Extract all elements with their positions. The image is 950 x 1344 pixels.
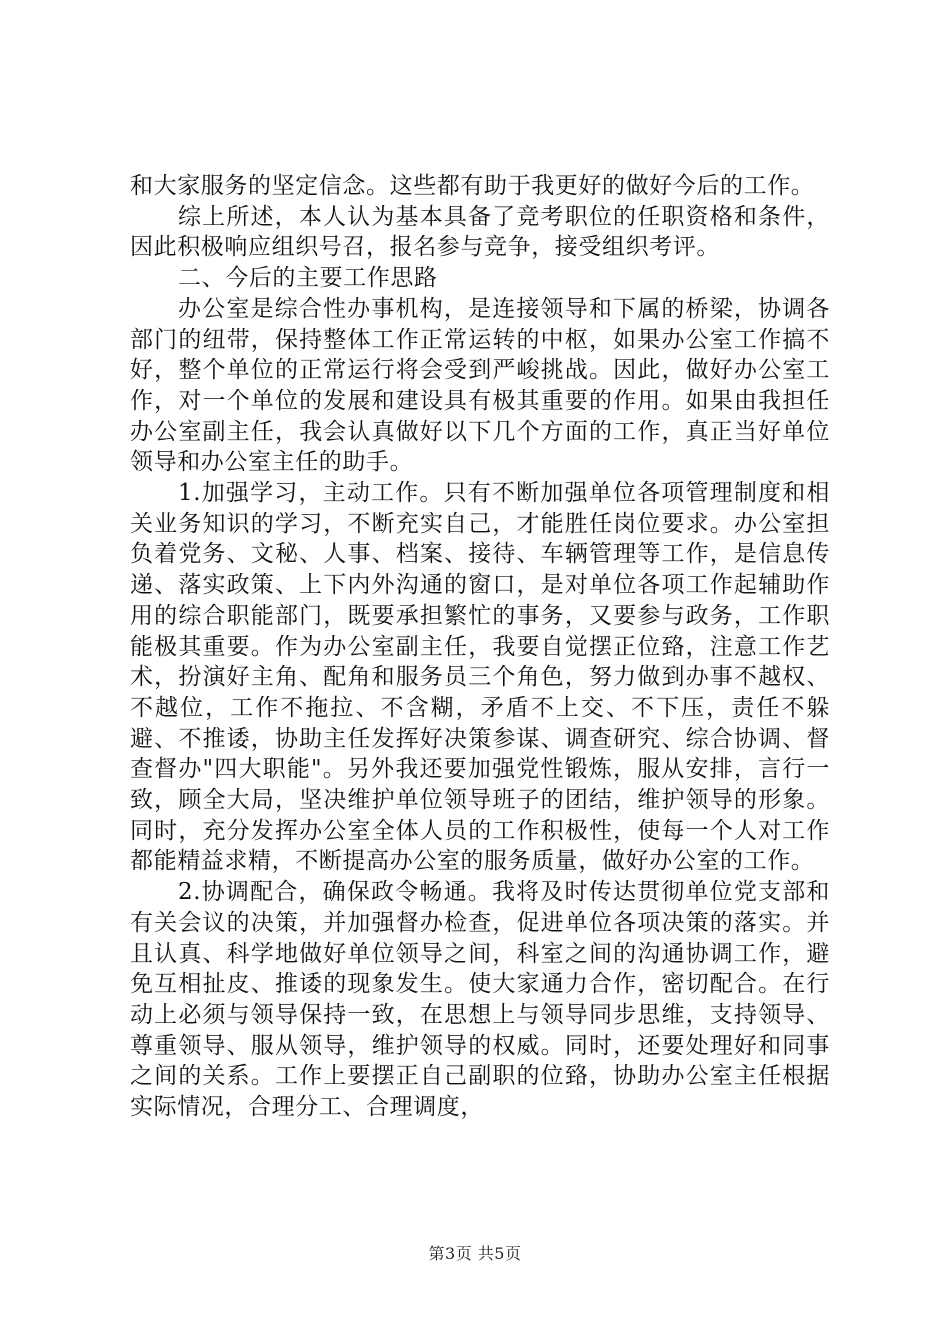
page-number-label: 第3页 共5页: [428, 1244, 522, 1263]
paragraph: 和大家服务的坚定信念。这些都有助于我更好的做好今后的工作。: [130, 173, 815, 199]
paragraph: 综上所述，本人认为基本具备了竞考职位的任职资格和条件，因此积极响应组织号召，报名参与竞争，接受组织考评。: [130, 203, 830, 261]
paragraph: 办公室是综合性办事机构，是连接领导和下属的桥梁，协调各部门的纽带，保持整体工作正常运转的中枢，如果办公室工作搞不好，整个单位的正常运行将会受到严峻挑战。因此，做好办公室工作，对一个单位的发展和建设具有极其重要的作用。如果由我担任办公室副主任，我会认真做好以下几个方面的工作，真正当好单位领导和办公室主任的助手。: [130, 295, 830, 476]
paragraph: 2.协调配合，确保政令畅通。我将及时传达贯彻单位党支部和有关会议的决策，并加强督办检查，促进单位各项决策的落实。并且认真、科学地做好单位领导之间，科室之间的沟通协调工作，避免互相扯皮、推诿的现象发生。使大家通力合作，密切配合。在行动上必须与领导保持一致，在思想上与领导同步思维，支持领导、尊重领导、服从领导，维护领导的权威。同时，还要处理好和同事之间的关系。工作上要摆正自己副职的位臵，协助办公室主任根据实际情况，合理分工、合理调度，: [130, 879, 830, 1121]
paragraph: 1.加强学习，主动工作。只有不断加强单位各项管理制度和相关业务知识的学习，不断充实自己，才能胜任岗位要求。办公室担负着党务、文秘、人事、档案、接待、车辆管理等工作，是信息传递、落实政策、上下内外沟通的窗口，是对单位各项工作起辅助作用的综合职能部门，既要承担繁忙的事务，又要参与政务，工作职能极其重要。作为办公室副主任，我要自觉摆正位臵，注意工作艺术，扮演好主角、配角和服务员三个角色，努力做到办事不越权、不越位，工作不拖拉、不含糊，矛盾不上交、不下压，责任不躲避、不推诿，协助主任发挥好决策参谋、调查研究、综合协调、督查督办"四大职能"。另外我还要加强党性锻炼，服从安排，言行一致，顾全大局，坚决维护单位领导班子的团结，维护领导的形象。同时，充分发挥办公室全体人员的工作积极性，使每一个人对工作都能精益求精，不断提高办公室的服务质量，做好办公室的工作。: [130, 480, 830, 875]
document-body: [130, 171, 830, 1123]
page-footer: [0, 1244, 950, 1264]
section-heading: 二、今后的主要工作思路: [178, 265, 438, 292]
